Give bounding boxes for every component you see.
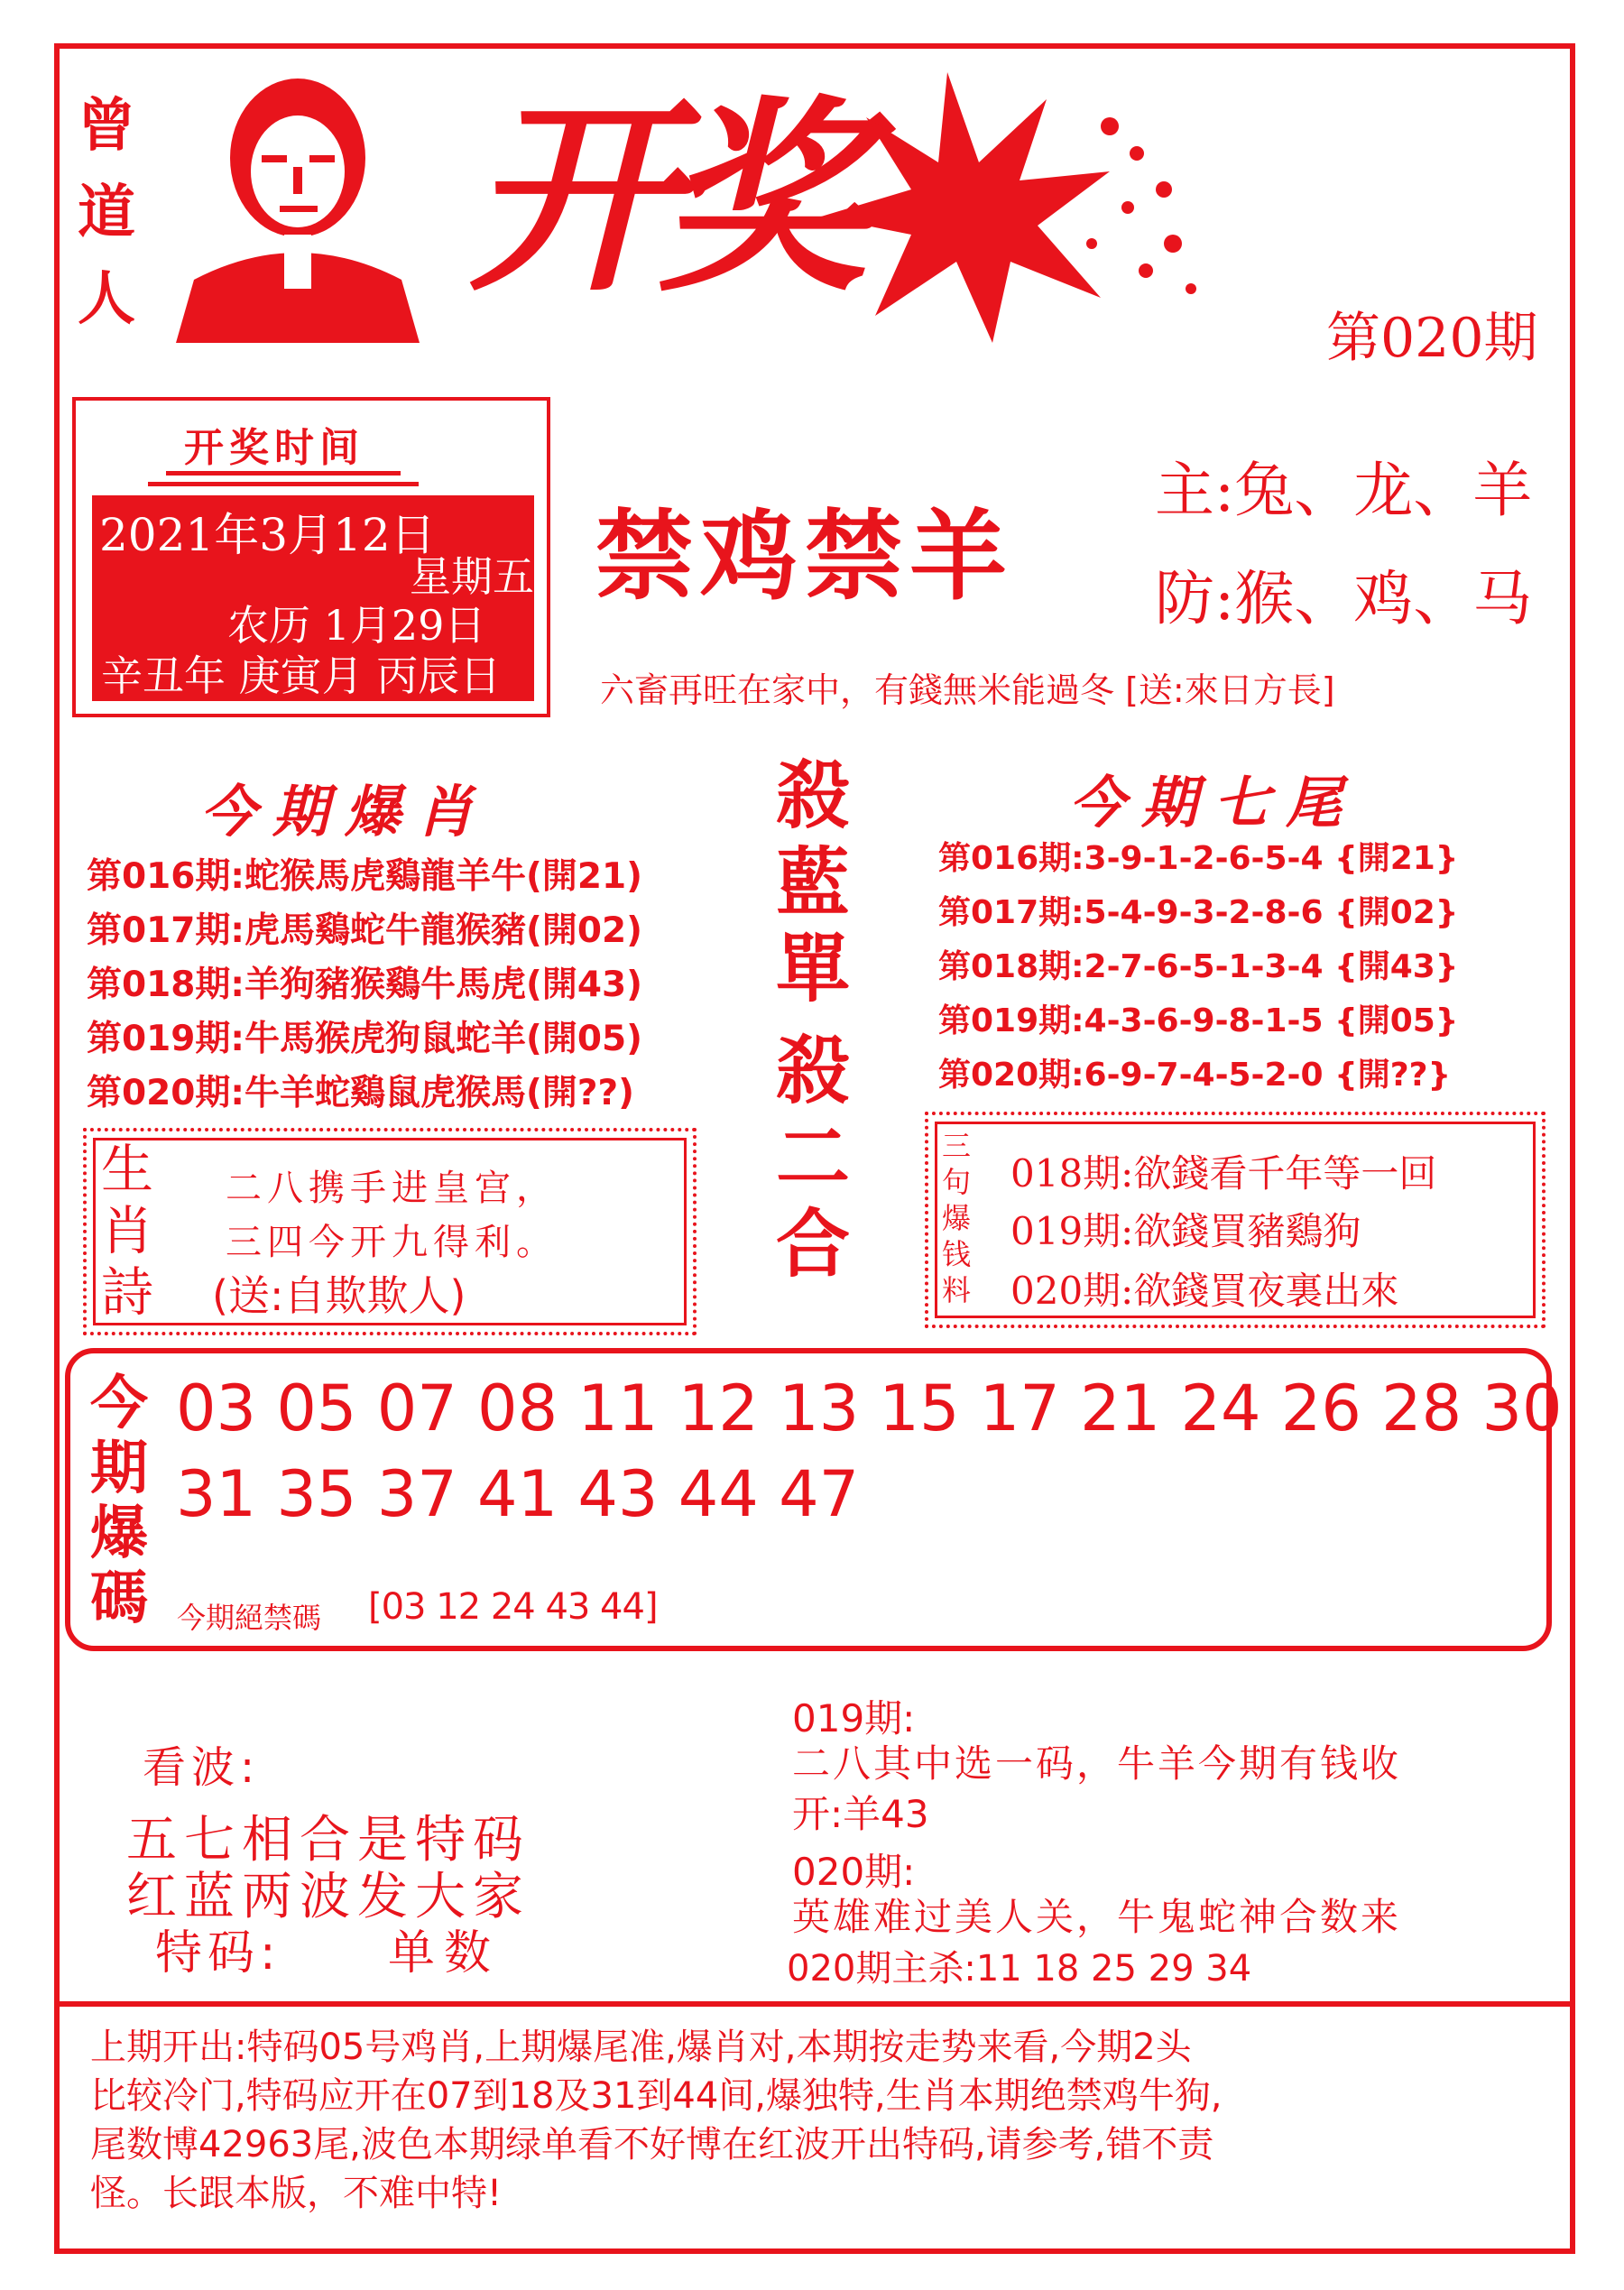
brand-char: 曾 <box>78 92 135 160</box>
wave-title: 看波: <box>143 1742 261 1793</box>
period-020-line: 英雄难过美人关，牛鬼蛇神合数来 <box>792 1895 1402 1939</box>
poem-line: 二八携手进皇宫， <box>226 1168 558 1209</box>
headline-title: 禁鸡禁羊 <box>595 501 1015 614</box>
seven-tail-list <box>938 832 1458 1103</box>
kill-char: 合 <box>776 1202 851 1288</box>
draw-time-title: 开奖时间 <box>184 425 364 471</box>
poem-label-char: 肖 <box>101 1200 154 1261</box>
draw-date: 2021年3月12日 <box>99 509 436 561</box>
wave-special-label: 特码: <box>155 1926 281 1981</box>
wave-line: 五七相合是特码 <box>126 1811 531 1870</box>
wave-special-value: 单数 <box>388 1926 501 1981</box>
burst-number: 44 <box>678 1457 759 1531</box>
headline-guard: 防:猴、鸡、马 <box>1155 564 1533 633</box>
seven-tail-row: 第020期:6-9-7-4-5-2-0 {開??} <box>938 1057 1452 1094</box>
draw-ganzhi: 辛丑年 庚寅月 丙辰日 <box>101 651 502 700</box>
draw-time-underline <box>166 471 401 476</box>
footer-line: 怪。长跟本版，不难中特! <box>90 2173 503 2214</box>
burst-label-char: 今 <box>90 1370 148 1437</box>
seven-tail-row: 第017期:5-4-9-3-2-8-6 {開02} <box>938 894 1459 931</box>
draw-weekday: 星期五 <box>410 552 534 601</box>
kill-char: 藍 <box>776 840 851 926</box>
three-line-label-char: 钱 <box>942 1237 972 1271</box>
burst-numbers-row1 <box>176 1371 1563 1445</box>
burst-number: 24 <box>1180 1371 1261 1445</box>
draw-time-panel <box>92 495 534 701</box>
logo-text: 开奖 <box>469 77 848 320</box>
burst-number: 41 <box>477 1457 558 1531</box>
burst-zodiac-list <box>87 850 642 1121</box>
burst-label-char: 期 <box>90 1435 148 1502</box>
burst-number: 15 <box>879 1371 960 1445</box>
forbidden-numbers-label: 今期絕禁碼 <box>177 1601 322 1635</box>
wave-line: 红蓝两波发大家 <box>126 1868 531 1926</box>
headline-verse: 六畜再旺在家中，有錢無米能過冬 [送:來日方長] <box>600 670 1335 710</box>
three-line-label-char: 料 <box>942 1273 972 1307</box>
footer-divider <box>54 2001 1575 2007</box>
kill-char: 殺 <box>776 753 851 839</box>
issue-number: 第020期 <box>1326 307 1538 370</box>
seven-tail-title: 今期七尾 <box>1069 770 1359 836</box>
three-line-item: 020期:欲錢買夜裏出來 <box>1010 1269 1399 1313</box>
draw-time-underline <box>148 482 419 486</box>
burst-label-char: 爆 <box>90 1500 148 1567</box>
portrait-image <box>167 72 429 343</box>
burst-label-char: 碼 <box>90 1565 148 1632</box>
burst-number: 28 <box>1381 1371 1463 1445</box>
kill-column-1 <box>776 753 850 1013</box>
brand-char: 道 <box>78 179 135 246</box>
burst-zodiac-row: 第020期:牛羊蛇鷄鼠虎猴馬(開??) <box>87 1073 634 1113</box>
burst-number: 17 <box>979 1371 1060 1445</box>
period-020-title: 020期: <box>792 1850 916 1894</box>
burst-zodiac-row: 第016期:蛇猴馬虎鷄龍羊牛(開21) <box>87 856 642 897</box>
footer-text <box>90 2023 1222 2218</box>
brand-vertical <box>78 83 135 343</box>
burst-numbers-label <box>90 1371 148 1631</box>
period-019-open: 开:羊43 <box>792 1792 929 1836</box>
kill-column-2 <box>776 1029 850 1288</box>
burst-zodiac-title: 今期爆肖 <box>200 779 490 845</box>
burst-number: 21 <box>1080 1371 1161 1445</box>
brand-char: 人 <box>78 265 135 333</box>
period-019-line: 二八其中选一码，牛羊今期有钱收 <box>792 1741 1402 1786</box>
poem-label-char: 生 <box>101 1139 154 1200</box>
burst-number: 35 <box>276 1457 357 1531</box>
burst-numbers-row2 <box>176 1457 859 1531</box>
zodiac-poem-label <box>101 1139 153 1323</box>
period-019-title: 019期: <box>792 1696 916 1741</box>
burst-number: 43 <box>577 1457 659 1531</box>
footer-line: 比较冷门,特码应开在07到18及31到44间,爆独特,生肖本期绝禁鸡牛狗, <box>90 2075 1223 2117</box>
burst-number: 26 <box>1280 1371 1361 1445</box>
burst-zodiac-row: 第018期:羊狗豬猴鷄牛馬虎(開43) <box>87 965 642 1005</box>
headline-main: 主:兔、龙、羊 <box>1155 456 1533 525</box>
seven-tail-row: 第019期:4-3-6-9-8-1-5 {開05} <box>938 1002 1459 1039</box>
period-020-kill: 020期主杀:11 18 25 29 34 <box>787 1948 1252 1990</box>
forbidden-numbers: [03 12 24 43 44] <box>368 1586 658 1628</box>
kill-char: 殺 <box>776 1029 851 1114</box>
burst-number: 13 <box>779 1371 860 1445</box>
three-line-label <box>942 1128 971 1308</box>
three-line-item: 019期:欲錢買豬鷄狗 <box>1010 1209 1361 1253</box>
burst-number: 12 <box>678 1371 759 1445</box>
seven-tail-row: 第016期:3-9-1-2-6-5-4 {開21} <box>938 840 1459 877</box>
poem-line: 三四今开九得利。 <box>226 1222 558 1263</box>
starburst-icon <box>812 63 1227 352</box>
kill-char: 二 <box>776 1115 851 1201</box>
burst-number: 31 <box>176 1457 257 1531</box>
draw-time-box <box>72 397 550 717</box>
seven-tail-row: 第018期:2-7-6-5-1-3-4 {開43} <box>938 948 1459 985</box>
burst-number: 07 <box>376 1371 457 1445</box>
poem-line: (送:自欺欺人) <box>212 1271 466 1320</box>
footer-line: 上期开出:特码05号鸡肖,上期爆尾准,爆肖对,本期按走势来看,今期2头 <box>90 2027 1192 2068</box>
burst-number: 30 <box>1481 1371 1563 1445</box>
burst-number: 05 <box>276 1371 357 1445</box>
burst-number: 37 <box>376 1457 457 1531</box>
burst-zodiac-row: 第017期:虎馬鷄蛇牛龍猴豬(開02) <box>87 910 642 951</box>
draw-lunar: 农历 1月29日 <box>227 601 486 650</box>
three-line-label-char: 句 <box>942 1165 972 1199</box>
burst-number: 11 <box>577 1371 659 1445</box>
burst-number: 08 <box>477 1371 558 1445</box>
burst-number: 47 <box>779 1457 860 1531</box>
burst-number: 03 <box>176 1371 257 1445</box>
three-line-label-char: 三 <box>942 1129 972 1163</box>
burst-zodiac-row: 第019期:牛馬猴虎狗鼠蛇羊(開05) <box>87 1019 642 1059</box>
three-line-label-char: 爆 <box>942 1201 972 1235</box>
footer-line: 尾数博42963尾,波色本期绿单看不好博在红波开出特码,请参考,错不责 <box>90 2124 1214 2165</box>
kill-char: 單 <box>776 927 851 1012</box>
poem-label-char: 詩 <box>101 1261 154 1323</box>
three-line-item: 018期:欲錢看千年等一回 <box>1010 1151 1437 1196</box>
